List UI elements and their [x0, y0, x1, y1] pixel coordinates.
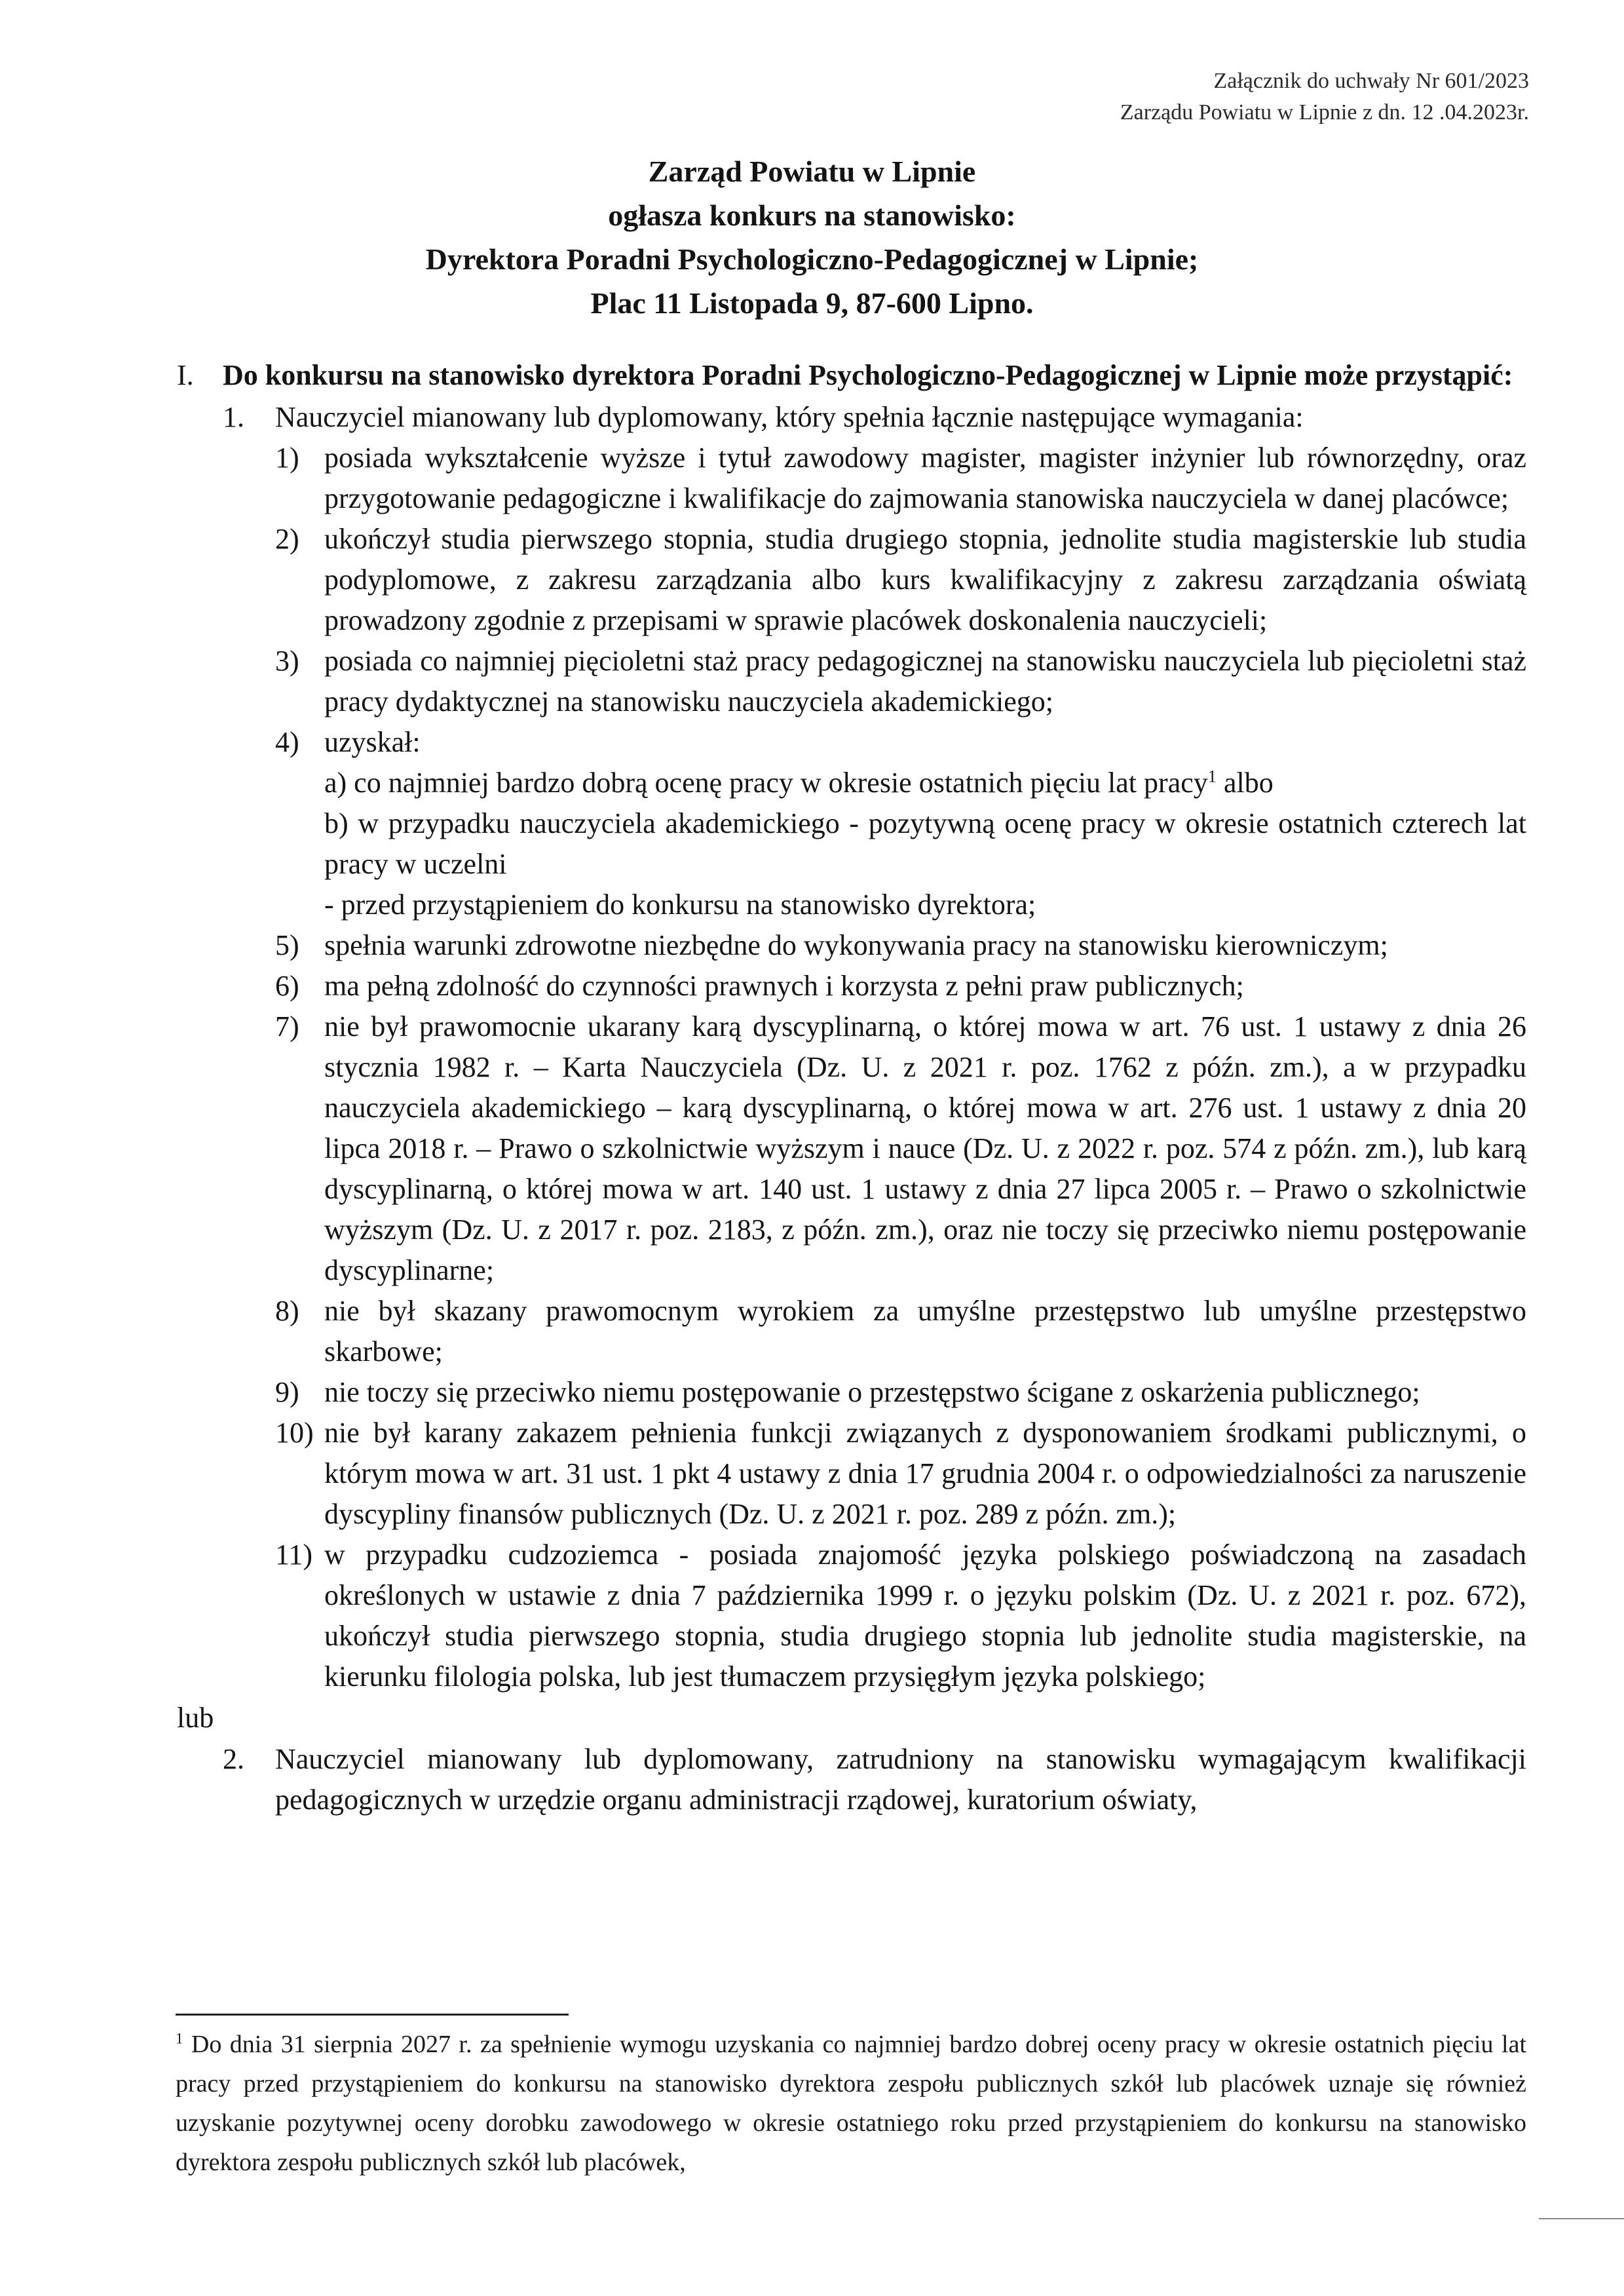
annex-reference — [1120, 66, 1529, 128]
item-text: nie był prawomocnie ukarany karą dyscyplinarną, o której mowa w art. 76 ust. 1 ustawy z dnia 26 stycznia 1982 r. – Karta Nauczyciela (Dz. U. z 2021 r. poz. 1762 z późn. zm.), a w przypadku nauczyciela akademickiego – karą dyscyplinarną, o której mowa w art. 276 ust. 1 ustawy z dnia 20 lipca 2018 r. – Prawo o szkolnictwie wyższym i nauce (Dz. U. z 2022 r. poz. 574 z późn. zm.), lub karą dyscyplinarną, o której mowa w art. 140 ust. 1 ustawy z dnia 27 lipca 2005 r. – Prawo o szkolnictwie wyższym (Dz. U. z 2017 r. poz. 2183, z późn. zm.), oraz nie toczy się przeciwko niemu postępowanie dyscyplinarne; — [324, 1010, 1526, 1286]
item-number: 5) — [275, 929, 299, 961]
footnote-reference: 1 — [1207, 766, 1217, 786]
point-number: 2. — [223, 1743, 244, 1775]
alternative-connector: lub — [177, 1702, 214, 1734]
item-text: nie był karany zakazem pełnienia funkcji związanych z dysponowaniem środkami publicznymi, o którym mowa w art. 31 ust. 1 pkt 4 ustawy z dnia 17 grudnia 2004 r. o odpowiedzialności za naruszenie dyscypliny finansów publicznych (Dz. U. z 2021 r. poz. 289 z późn. zm.); — [324, 1417, 1526, 1530]
point-2 — [223, 1739, 1526, 1820]
list-item — [275, 1006, 1526, 1291]
footnote — [176, 2025, 1526, 2182]
heading-line-3: Dyrektora Poradni Psychologiczno-Pedagogicznej w Lipnie; — [425, 242, 1199, 276]
list-item — [275, 1372, 1526, 1413]
item-number: 7) — [275, 1010, 299, 1043]
item-number: 3) — [275, 645, 299, 677]
requirements-list — [275, 438, 1526, 1697]
footnote-text: Do dnia 31 sierpnia 2027 r. za spełnienie wymogu uzyskania co najmniej bardzo dobrej oceny pracy w okresie ostatnich pięciu lat pracy przed przystąpieniem do konkursu na stanowisko dyrektora zespołu publicznych szkół lub placówek uznaje się również uzyskanie pozytywnej oceny dorobku zawodowego w okresie ostatniego roku przed przystąpieniem do konkursu na stanowisko dyrektora zespołu publicznych szkół lub placówek, — [176, 2031, 1526, 2176]
point-text: Nauczyciel mianowany lub dyplomowany, który spełnia łącznie następujące wymagania: — [275, 401, 1304, 433]
item-number: 2) — [275, 523, 299, 555]
item-text-block — [324, 722, 1526, 925]
item-number: 9) — [275, 1376, 299, 1408]
item-text: nie toczy się przeciwko niemu postępowanie o przestępstwo ścigane z oskarżenia publicznego; — [324, 1376, 1420, 1408]
heading-line-1: Zarząd Powiatu w Lipnie — [648, 155, 976, 188]
sub-item-a-tail: albo — [1216, 767, 1274, 799]
annex-line-2: Zarządu Powiatu w Lipnie z dn. 12 .04.2023r. — [1120, 100, 1529, 124]
point-text: Nauczyciel mianowany lub dyplomowany, zatrudniony na stanowisku wymagającym kwalifikacji pedagogicznych w urzędzie organu administracji rządowej, kuratorium oświaty, — [275, 1743, 1526, 1816]
item-text: ma pełną zdolność do czynności prawnych i korzysta z pełni praw publicznych; — [324, 970, 1244, 1002]
list-item — [275, 519, 1526, 641]
list-item — [275, 925, 1526, 966]
item-text: ukończył studia pierwszego stopnia, studia drugiego stopnia, jednolite studia magisterskie lub studia podyplomowe, z zakresu zarządzania albo kurs kwalifikacyjny z zakresu zarządzania oświatą prowadzony zgodnie z przepisami w sprawie placówek doskonalenia nauczycieli; — [324, 523, 1526, 636]
item-number: 11) — [275, 1539, 313, 1571]
section-number: I. — [177, 359, 194, 391]
list-item — [275, 438, 1526, 519]
footnote-separator — [176, 2014, 569, 2016]
item-text: nie był skazany prawomocnym wyrokiem za umyślne przestępstwo lub umyślne przestępstwo skarbowe; — [324, 1295, 1526, 1368]
list-item — [275, 966, 1526, 1006]
section-1 — [177, 354, 1526, 397]
announcement-heading — [0, 149, 1624, 325]
heading-line-4: Plac 11 Listopada 9, 87-600 Lipno. — [590, 286, 1034, 320]
item-text: uzyskał: — [324, 726, 421, 758]
section-title: Do konkursu na stanowisko dyrektora Poradni Psychologiczno-Pedagogicznej w Lipnie może przystąpić: — [223, 359, 1513, 391]
item-text: w przypadku cudzoziemca - posiada znajomość języka polskiego poświadczoną na zasadach określonych w ustawie z dnia 7 października 1999 r. o języku polskim (Dz. U. z 2021 r. poz. 672), ukończył studia pierwszego stopnia, studia drugiego stopnia lub jednolite studia magisterskie, na kierunku filologia polska, lub jest tłumaczem przysięgłym języka polskiego; — [324, 1539, 1526, 1693]
list-item — [275, 1291, 1526, 1372]
sub-item-a — [324, 763, 1526, 803]
point-1 — [223, 397, 1526, 438]
list-item — [275, 641, 1526, 722]
annex-line-1: Załącznik do uchwały Nr 601/2023 — [1213, 69, 1529, 93]
heading-line-2: ogłasza konkurs na stanowisko: — [608, 199, 1016, 232]
footnote-mark: 1 — [176, 2030, 183, 2047]
item-number: 1) — [275, 442, 299, 474]
list-item — [275, 722, 1526, 925]
sub-item-a-text: a) co najmniej bardzo dobrą ocenę pracy w okresie ostatnich pięciu lat pracy — [324, 767, 1208, 799]
list-item — [275, 1535, 1526, 1697]
scan-edge-mark — [1539, 2218, 1624, 2219]
point-number: 1. — [223, 401, 244, 433]
item-text: spełnia warunki zdrowotne niezbędne do wykonywania pracy na stanowisku kierowniczym; — [324, 929, 1388, 961]
item-number: 10) — [275, 1417, 314, 1449]
item-number: 8) — [275, 1295, 299, 1327]
item-text: posiada wykształcenie wyższe i tytuł zawodowy magister, magister inżynier lub równorzędny, oraz przygotowanie pedagogiczne i kwalifikacje do zajmowania stanowiska nauczyciela w danej placówce; — [324, 442, 1526, 514]
sub-item-note: - przed przystąpieniem do konkursu na stanowisko dyrektora; — [324, 889, 1036, 921]
document-body — [177, 354, 1526, 1820]
sub-item-b: b) w przypadku nauczyciela akademickiego - pozytywną ocenę pracy w okresie ostatnich czterech lat pracy w uczelni — [324, 807, 1526, 880]
item-text: posiada co najmniej pięcioletni staż pracy pedagogicznej na stanowisku nauczyciela lub pięcioletni staż pracy dydaktycznej na stanowisku nauczyciela akademickiego; — [324, 645, 1526, 718]
list-item — [275, 1413, 1526, 1535]
item-number: 4) — [275, 726, 299, 758]
item-number: 6) — [275, 970, 299, 1002]
